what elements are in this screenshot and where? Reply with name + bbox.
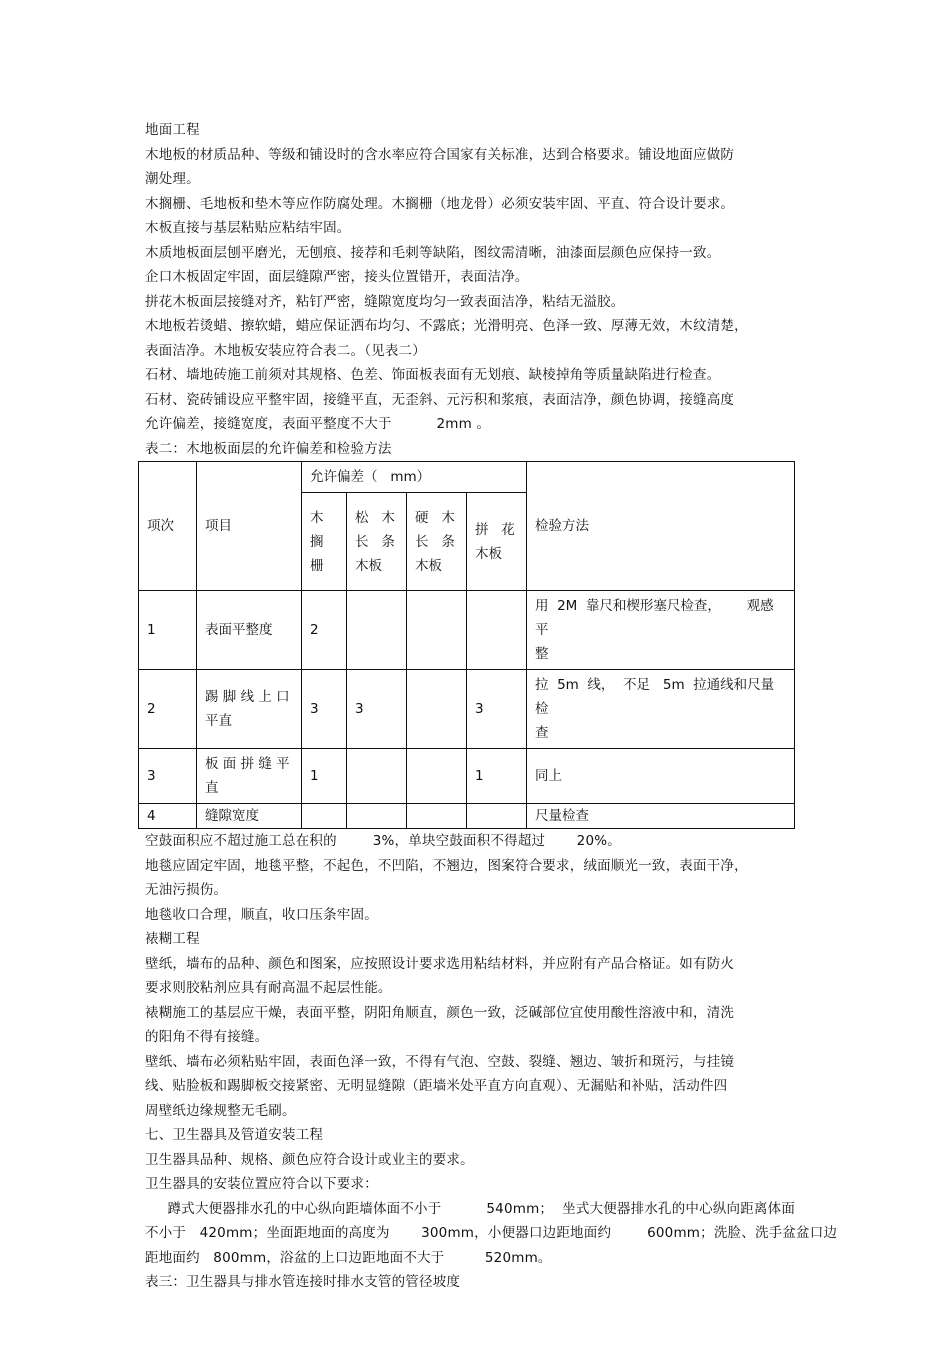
- paragraph-line: 周壁纸边缘规整无毛刷。: [145, 1102, 296, 1119]
- paragraph-line: 允许偏差，接缝宽度，表面平整度不大于 2mm 。: [145, 416, 491, 432]
- paragraph-line: 木搁栅、毛地板和垫木等应作防腐处理。木搁栅（地龙骨）必须安装牢固、平直、符合设计要求。: [145, 195, 735, 212]
- header-item: 项目: [197, 462, 302, 591]
- section-title-floor: 地面工程: [145, 122, 200, 138]
- paragraph-line: 空鼓面积应不超过施工总在积的 3%，单块空鼓面积不得超过 20%。: [145, 833, 621, 849]
- table-row: [139, 749, 795, 804]
- paragraph-line: 卫生器具品种、规格、颜色应符合设计或业主的要求。: [145, 1151, 474, 1168]
- table-row: [139, 670, 795, 749]
- header-method: 检验方法: [527, 462, 795, 591]
- cell-hardwood: [407, 670, 467, 749]
- paragraph-line: 卫生器具的安装位置应符合以下要求：: [145, 1176, 378, 1192]
- section-title-paste: 裱糊工程: [145, 931, 200, 947]
- cell-hardwood: [407, 749, 467, 804]
- cell-item: 表面平整度: [197, 591, 302, 670]
- cell-parquet: [467, 591, 527, 670]
- paragraph-line: 木质地板面层刨平磨光，无刨痕、接荐和毛刺等缺陷，图纹需清晰，油漆面层颜色应保持一致。: [145, 244, 721, 261]
- paragraph-line: 壁纸、墙布必须粘贴牢固，表面色泽一致，不得有气泡、空鼓、裂缝、翘边、皱折和斑污，与挂镜: [145, 1053, 735, 1070]
- header-joist: 木 搁 栅: [302, 493, 347, 591]
- cell-hardwood: [407, 804, 467, 829]
- cell-pine: [347, 591, 407, 670]
- cell-pine: 3: [347, 670, 407, 749]
- cell-no: 2: [139, 670, 197, 749]
- header-hardwood-strip: 硬 木 长 条 木板: [407, 493, 467, 591]
- paragraph-line: 裱糊施工的基层应干燥，表面平整，阴阳角顺直，颜色一致，泛碱部位宜使用酸性溶液中和，清洗: [145, 1004, 735, 1021]
- paragraph-line: 潮处理。: [145, 171, 200, 187]
- document-body: [145, 118, 838, 1295]
- paragraph-line: 地毯收口合理，顺直，收口压条牢固。: [145, 906, 378, 923]
- table-row: [139, 804, 795, 829]
- cell-method: 尺量检查: [527, 804, 795, 829]
- paragraph-line: 石材、墙地砖施工前须对其规格、色差、饰面板表面有无划痕、缺棱掉角等质量缺陷进行检查。: [145, 367, 721, 383]
- cell-joist: [302, 804, 347, 829]
- cell-method: 用 2M 靠尺和楔形塞尺检查， 观感平 整: [527, 591, 795, 670]
- header-parquet: 拼 花 木板: [467, 493, 527, 591]
- table-row: [139, 591, 795, 670]
- cell-item: 板 面 拼 缝 平 直: [197, 749, 302, 804]
- cell-pine: [347, 804, 407, 829]
- paragraph-line: 木地板若烫蜡、擦软蜡，蜡应保证洒布均匀、不露底；光滑明亮、色泽一致、厚薄无效，木纹清楚，: [145, 318, 748, 334]
- paragraph-line: 要求则胶粘剂应具有耐高温不起层性能。: [145, 980, 392, 996]
- paragraph-line: 的阳角不得有接缝。: [145, 1029, 269, 1045]
- header-tolerance: 允许偏差（ mm）: [302, 462, 527, 493]
- section-title-sanitary: 七、卫生器具及管道安装工程: [145, 1127, 324, 1143]
- cell-no: 4: [139, 804, 197, 829]
- cell-item: 缝隙宽度: [197, 804, 302, 829]
- cell-joist: 1: [302, 749, 347, 804]
- cell-pine: [347, 749, 407, 804]
- cell-no: 1: [139, 591, 197, 670]
- paragraph-line: 木板直接与基层粘贴应粘结牢固。: [145, 220, 351, 236]
- paragraph-line: 木地板的材质品种、等级和铺设时的含水率应符合国家有关标准，达到合格要求。铺设地面应做防: [145, 146, 735, 163]
- cell-hardwood: [407, 591, 467, 670]
- header-no: 项次: [139, 462, 197, 591]
- paragraph-line: 蹲式大便器排水孔的中心纵向距墙体面不小于 540mm； 坐式大便器排水孔的中心纵向距离体面: [145, 1200, 796, 1217]
- paragraph-line: 石材、瓷砖铺设应平整牢固，接缝平直，无歪斜、元污积和浆痕，表面洁净，颜色协调，接缝高度: [145, 391, 735, 408]
- cell-item: 踢 脚 线 上 口 平直: [197, 670, 302, 749]
- cell-parquet: 3: [467, 670, 527, 749]
- paragraph-line: 拼花木板面层接缝对齐，粘钉严密，缝隙宽度均匀一致表面洁净，粘结无溢胶。: [145, 293, 625, 310]
- paragraph-line: 线、贴脸板和踢脚板交接紧密、无明显缝隙（距墙米处平直方向直观）、无漏贴和补贴，活动件四: [145, 1078, 728, 1094]
- paragraph-line: 不小于 420mm；坐面距地面的高度为 300mm，小便器口边距地面约 600mm；洗脸、洗手盆盆口边: [145, 1225, 838, 1241]
- cell-no: 3: [139, 749, 197, 804]
- header-pine-strip: 松 木 长 条 木板: [347, 493, 407, 591]
- cell-joist: 2: [302, 591, 347, 670]
- paragraph-line: 壁纸，墙布的品种、颜色和图案，应按照设计要求选用粘结材料，并应附有产品合格证。如有防火: [145, 955, 735, 972]
- cell-parquet: 1: [467, 749, 527, 804]
- cell-joist: 3: [302, 670, 347, 749]
- paragraph-line: 地毯应固定牢固，地毯平整，不起色，不凹陷，不翘边，图案符合要求，绒面顺光一致，表面干净，: [145, 857, 748, 874]
- paragraph-line: 无油污损伤。: [145, 882, 228, 898]
- cell-method: 拉 5m 线， 不足 5m 拉通线和尺量检 查: [527, 670, 795, 749]
- paragraph-line: 表面洁净。木地板安装应符合表二。（见表二）: [145, 342, 426, 359]
- paragraph-line: 企口木板固定牢固，面层缝隙严密，接头位置错开，表面洁净。: [145, 269, 529, 285]
- table3-caption: 表三：卫生器具与排水管连接时排水支管的管径坡度: [145, 1274, 461, 1290]
- cell-method: 同上: [527, 749, 795, 804]
- table2-caption: 表二：木地板面层的允许偏差和检验方法: [145, 440, 392, 457]
- cell-parquet: [467, 804, 527, 829]
- table2-wood-floor-tolerance: [138, 461, 795, 829]
- paragraph-line: 距地面约 800mm，浴盆的上口边距地面不大于 520mm。: [145, 1249, 552, 1266]
